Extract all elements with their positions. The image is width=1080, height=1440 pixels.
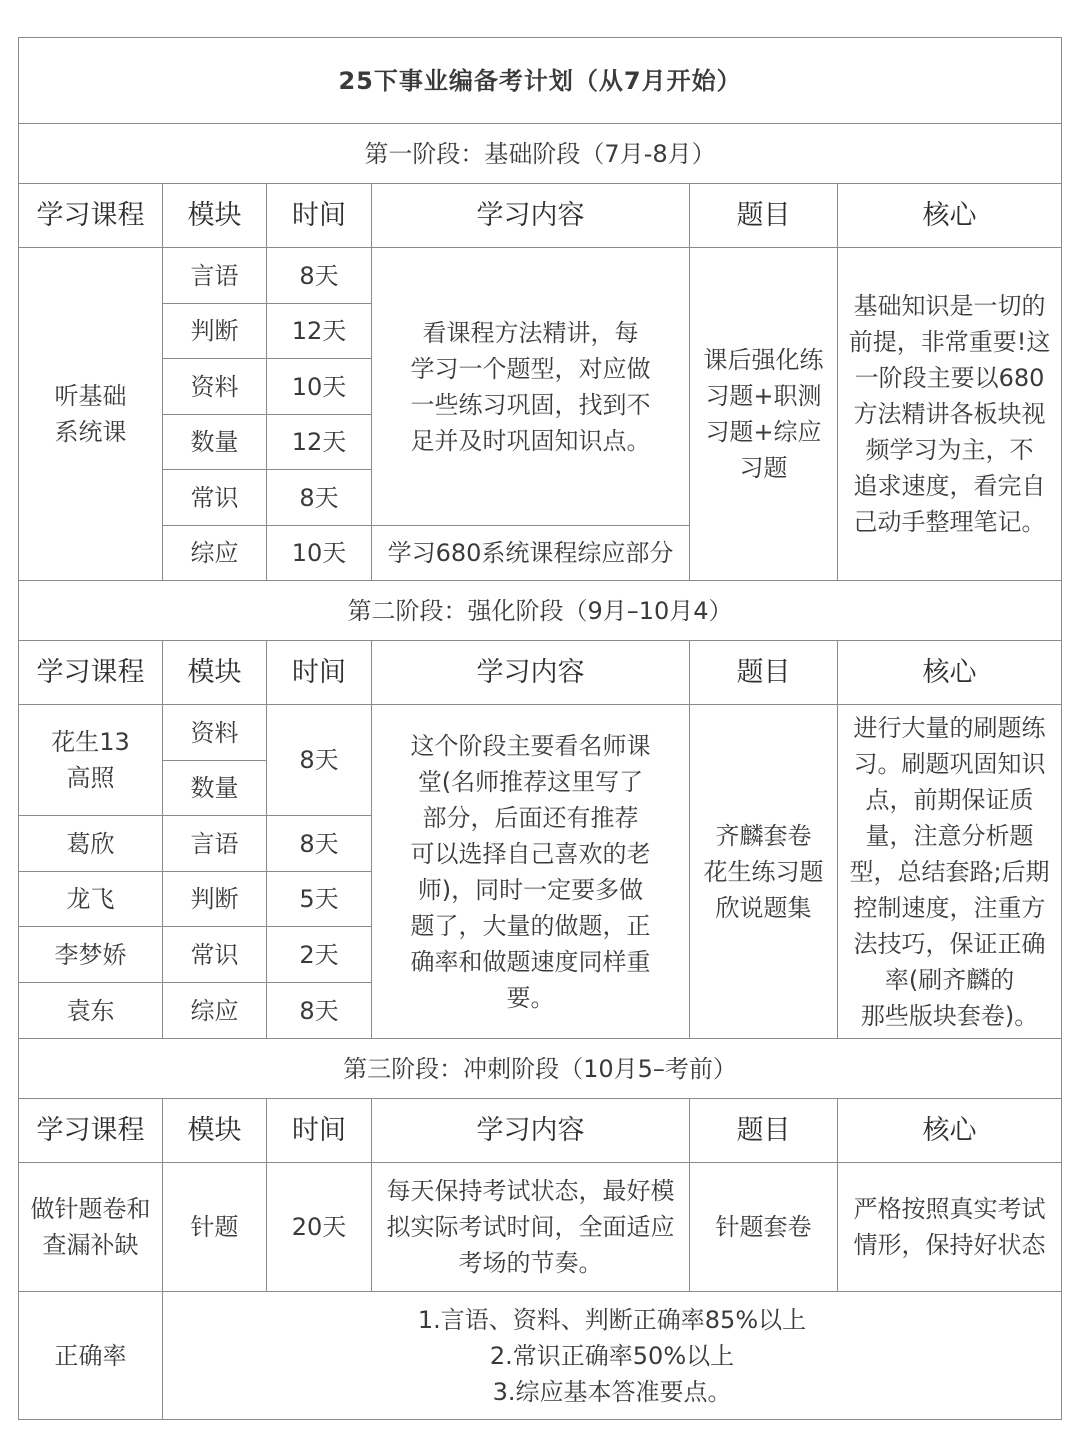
time-cell: 8天 bbox=[267, 983, 372, 1039]
module-cell: 言语 bbox=[163, 816, 267, 872]
time-cell: 8天 bbox=[267, 248, 372, 304]
time-cell: 10天 bbox=[267, 359, 372, 415]
stage3-title: 第三阶段：冲刺阶段（10月5–考前） bbox=[19, 1039, 1062, 1099]
stage1-core: 基础知识是一切的 前提，非常重要!这 一阶段主要以680 方法精讲各板块视 频学习为主，不 追求速度，看完自 己动手整理笔记。 bbox=[838, 248, 1062, 581]
module-cell: 资料 bbox=[163, 705, 267, 761]
time-cell: 2天 bbox=[267, 927, 372, 983]
header-core: 核心 bbox=[838, 1099, 1062, 1163]
module-cell: 言语 bbox=[163, 248, 267, 304]
stage2-core: 进行大量的刷题练 习。刷题巩固知识 点，前期保证质 量，注意分析题 型，总结套路;后期 控制速度，注重方 法技巧，保证正确 率(刷齐麟的 那些版块套卷)。 bbox=[838, 705, 1062, 1039]
header-questions: 题目 bbox=[690, 1099, 838, 1163]
header-module: 模块 bbox=[163, 641, 267, 705]
stage2-title: 第二阶段：强化阶段（9月–10月4） bbox=[19, 581, 1062, 641]
stage1-content-last: 学习680系统课程综应部分 bbox=[372, 526, 690, 581]
header-time: 时间 bbox=[267, 641, 372, 705]
module-cell: 数量 bbox=[163, 415, 267, 470]
module-cell: 判断 bbox=[163, 872, 267, 927]
header-content: 学习内容 bbox=[372, 641, 690, 705]
stage1-title: 第一阶段：基础阶段（7月-8月） bbox=[19, 124, 1062, 184]
header-module: 模块 bbox=[163, 184, 267, 248]
module-cell: 资料 bbox=[163, 359, 267, 415]
module-cell: 针题 bbox=[163, 1163, 267, 1292]
time-cell: 5天 bbox=[267, 872, 372, 927]
teacher-cell: 葛欣 bbox=[19, 816, 163, 872]
stage3-questions: 针题套卷 bbox=[690, 1163, 838, 1292]
table-row bbox=[19, 705, 1062, 761]
stage3-content: 每天保持考试状态，最好模 拟实际考试时间，全面适应 考场的节奏。 bbox=[372, 1163, 690, 1292]
stage1-course: 听基础 系统课 bbox=[19, 248, 163, 581]
table-row bbox=[19, 248, 1062, 304]
stage1-header-row bbox=[19, 184, 1062, 248]
header-content: 学习内容 bbox=[372, 184, 690, 248]
header-course: 学习课程 bbox=[19, 1099, 163, 1163]
time-cell: 20天 bbox=[267, 1163, 372, 1292]
accuracy-targets: 1.言语、资料、判断正确率85%以上 2.常识正确率50%以上 3.综应基本答准要点。 bbox=[163, 1292, 1062, 1420]
teacher-cell: 袁东 bbox=[19, 983, 163, 1039]
time-cell: 8天 bbox=[267, 470, 372, 526]
module-cell: 综应 bbox=[163, 983, 267, 1039]
table-row bbox=[19, 1163, 1062, 1292]
time-cell: 8天 bbox=[267, 816, 372, 872]
stage2-header-row bbox=[19, 641, 1062, 705]
header-questions: 题目 bbox=[690, 184, 838, 248]
header-content: 学习内容 bbox=[372, 1099, 690, 1163]
stage3-course: 做针题卷和 查漏补缺 bbox=[19, 1163, 163, 1292]
module-cell: 综应 bbox=[163, 526, 267, 581]
stage3-header-row bbox=[19, 1099, 1062, 1163]
header-core: 核心 bbox=[838, 641, 1062, 705]
time-cell: 12天 bbox=[267, 415, 372, 470]
stage2-questions: 齐麟套卷 花生练习题 欣说题集 bbox=[690, 705, 838, 1039]
stage2-course-teacher: 花生13 高照 bbox=[19, 705, 163, 816]
module-cell: 判断 bbox=[163, 304, 267, 359]
teacher-cell: 李梦娇 bbox=[19, 927, 163, 983]
teacher-cell: 龙飞 bbox=[19, 872, 163, 927]
module-cell: 常识 bbox=[163, 927, 267, 983]
header-core: 核心 bbox=[838, 184, 1062, 248]
page-title: 25下事业编备考计划（从7月开始） bbox=[19, 38, 1062, 124]
stage3-core: 严格按照真实考试 情形，保持好状态 bbox=[838, 1163, 1062, 1292]
header-questions: 题目 bbox=[690, 641, 838, 705]
module-cell: 数量 bbox=[163, 761, 267, 816]
header-module: 模块 bbox=[163, 1099, 267, 1163]
header-course: 学习课程 bbox=[19, 641, 163, 705]
accuracy-label: 正确率 bbox=[19, 1292, 163, 1420]
module-cell: 常识 bbox=[163, 470, 267, 526]
study-plan-table bbox=[18, 37, 1062, 1420]
time-cell: 8天 bbox=[267, 705, 372, 816]
stage1-content: 看课程方法精讲，每 学习一个题型，对应做 一些练习巩固，找到不 足并及时巩固知识点。 bbox=[372, 248, 690, 526]
time-cell: 10天 bbox=[267, 526, 372, 581]
header-time: 时间 bbox=[267, 184, 372, 248]
time-cell: 12天 bbox=[267, 304, 372, 359]
accuracy-row bbox=[19, 1292, 1062, 1420]
header-time: 时间 bbox=[267, 1099, 372, 1163]
stage1-questions: 课后强化练 习题+职测 习题+综应 习题 bbox=[690, 248, 838, 581]
stage2-content: 这个阶段主要看名师课 堂(名师推荐这里写了 部分，后面还有推荐 可以选择自己喜欢的老 师)，同时一定要多做 题了，大量的做题，正 确率和做题速度同样重 要。 bbox=[372, 705, 690, 1039]
header-course: 学习课程 bbox=[19, 184, 163, 248]
